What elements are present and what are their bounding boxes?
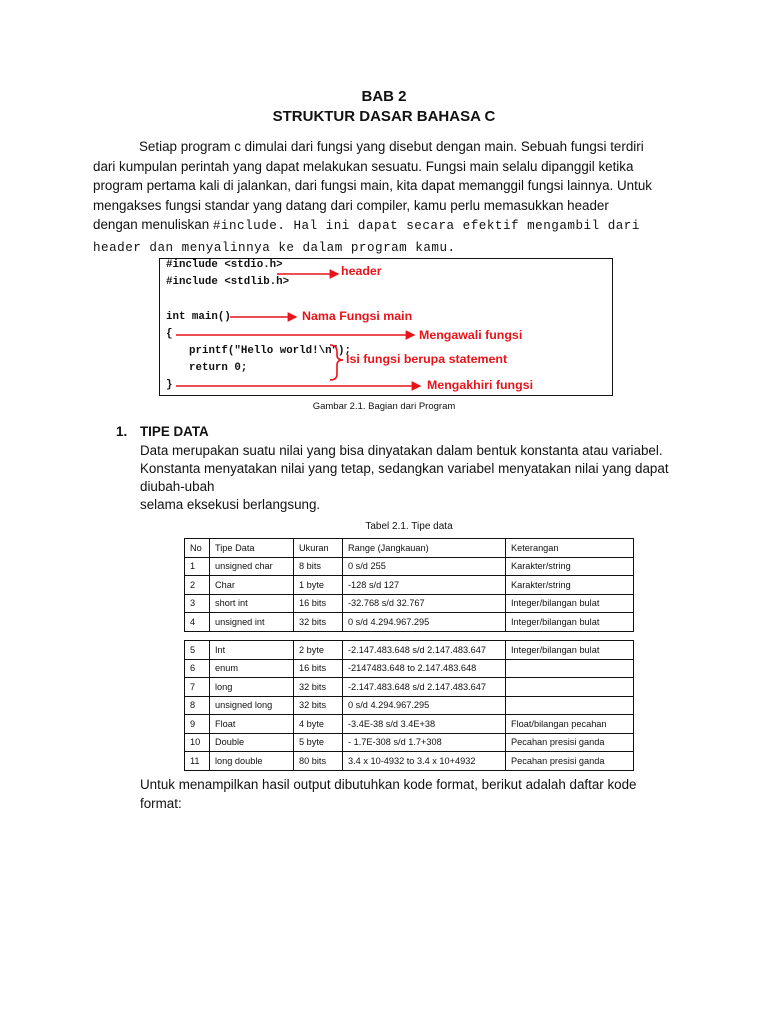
chapter-title: STRUKTUR DASAR BAHASA C: [272, 108, 496, 125]
table-cell: 3: [185, 594, 210, 613]
table-cell: 1 byte: [294, 576, 343, 595]
code-line: {: [166, 328, 173, 340]
annotation-close-func: Mengakhiri fungsi: [427, 378, 534, 392]
table-cell: 32 bits: [294, 678, 343, 697]
table-cell: 2 byte: [294, 641, 343, 660]
table-row: [185, 696, 634, 715]
table-cell: 0 s/d 255: [343, 557, 506, 576]
table-cell: 16 bits: [294, 659, 343, 678]
intro-mono-text: #include. Hal ini dapat secara efektif mengambil dari header dan menyalinnya ke dalam program kamu.: [93, 219, 640, 255]
table-row: [185, 557, 634, 576]
table-cell: unsigned int: [210, 613, 294, 632]
table-cell: long double: [210, 752, 294, 771]
table-cell: long: [210, 678, 294, 697]
table-row: [185, 678, 634, 697]
annotation-body: Isi fungsi berupa statement: [346, 352, 508, 366]
data-type-table-part-2: [184, 640, 634, 771]
table-cell: Karakter/string: [506, 557, 634, 576]
table-cell: 2: [185, 576, 210, 595]
table-row: [185, 641, 634, 660]
table-cell: Float/bilangan pecahan: [506, 715, 634, 734]
table-header-cell: Range (Jangkauan): [343, 539, 506, 558]
code-line: }: [166, 379, 173, 391]
table-cell: Char: [210, 576, 294, 595]
table-cell: 8: [185, 696, 210, 715]
table-cell: unsigned long: [210, 696, 294, 715]
table-cell: 80 bits: [294, 752, 343, 771]
annotation-open-func: Mengawali fungsi: [419, 328, 523, 342]
code-line: #include <stdlib.h>: [166, 276, 290, 288]
intro-text: Setiap program c dimulai dari fungsi yang disebut dengan main. Sebuah fungsi terdiri dari kumpulan perintah yang dapat melakukan sesuatu. Fungsi main selalu dipanggil ketika program pertama kali di jalankan, dari fungsi main, kita dapat memanggil fungsi lainnya. Untuk mengakses fungsi standar yang datang dari compiler, kamu perlu memasukkan header dengan menuliskan: [93, 139, 652, 232]
table-cell: Float: [210, 715, 294, 734]
table-cell: - 1.7E-308 s/d 1.7+308: [343, 733, 506, 752]
table-cell: -2.147.483.648 s/d 2.147.483.647: [343, 678, 506, 697]
figure-caption: Gambar 2.1. Bagian dari Program: [312, 401, 456, 412]
table-cell: Integer/bilangan bulat: [506, 641, 634, 660]
annotation-header: header: [341, 264, 382, 278]
intro-paragraph: [93, 137, 653, 258]
table-header-cell: Ukuran: [294, 539, 343, 558]
table-header-row: [185, 539, 634, 558]
table-cell: 4: [185, 613, 210, 632]
section-line: Konstanta menyatakan nilai yang tetap, sedangkan variabel menyatakan nilai yang dapat: [140, 461, 669, 476]
code-line: #include <stdio.h>: [166, 259, 283, 271]
table-cell: 32 bits: [294, 613, 343, 632]
table-cell: 3.4 x 10-4932 to 3.4 x 10+4932: [343, 752, 506, 771]
code-line: return 0;: [189, 362, 248, 374]
code-line: int main(): [166, 311, 231, 323]
table-cell: 1: [185, 557, 210, 576]
table-cell: 6: [185, 659, 210, 678]
table-cell: 11: [185, 752, 210, 771]
section-body: [140, 442, 669, 514]
table-row: [185, 594, 634, 613]
table-cell: enum: [210, 659, 294, 678]
table-row: [185, 752, 634, 771]
table-cell: Pecahan presisi ganda: [506, 752, 634, 771]
table-cell: [506, 696, 634, 715]
table-cell: 0 s/d 4.294.967.295: [343, 696, 506, 715]
table-cell: Integer/bilangan bulat: [506, 594, 634, 613]
table-cell: Pecahan presisi ganda: [506, 733, 634, 752]
section-line: selama eksekusi berlangsung.: [140, 497, 321, 512]
table-cell: 10: [185, 733, 210, 752]
table-cell: 4 byte: [294, 715, 343, 734]
table-cell: 5: [185, 641, 210, 660]
table-cell: -3.4E-38 s/d 3.4E+38: [343, 715, 506, 734]
table-row: [185, 659, 634, 678]
table-cell: [506, 678, 634, 697]
section-number: 1.: [116, 424, 128, 439]
table-row: [185, 576, 634, 595]
data-type-table-part-1: [184, 538, 634, 632]
table-header-cell: Tipe Data: [210, 539, 294, 558]
table-cell: Integer/bilangan bulat: [506, 613, 634, 632]
table-cell: short int: [210, 594, 294, 613]
annotation-main-name: Nama Fungsi main: [302, 309, 413, 323]
table-row: [185, 613, 634, 632]
table-cell: -32.768 s/d 32.767: [343, 594, 506, 613]
section-line: Data merupakan suatu nilai yang bisa dinyatakan dalam bentuk konstanta atau variabel.: [140, 443, 663, 458]
outro-paragraph: Untuk menampilkan hasil output dibutuhkan kode format, berikut adalah daftar kode format:: [140, 777, 637, 811]
table-caption: Tabel 2.1. Tipe data: [365, 521, 453, 532]
section-title: TIPE DATA: [140, 424, 209, 439]
table-cell: 0 s/d 4.294.967.295: [343, 613, 506, 632]
table-cell: 5 byte: [294, 733, 343, 752]
table-header-cell: Keterangan: [506, 539, 634, 558]
table-cell: [506, 659, 634, 678]
table-header-cell: No: [185, 539, 210, 558]
table-cell: Int: [210, 641, 294, 660]
table-cell: 32 bits: [294, 696, 343, 715]
table-cell: -2147483.648 to 2.147.483.648: [343, 659, 506, 678]
code-line: printf("Hello world!\n");: [189, 345, 351, 357]
table-cell: Karakter/string: [506, 576, 634, 595]
section-line: diubah-ubah: [140, 479, 215, 494]
chapter-number: BAB 2: [361, 88, 407, 105]
table-cell: unsigned char: [210, 557, 294, 576]
table-cell: 7: [185, 678, 210, 697]
table-cell: -2.147.483.648 s/d 2.147.483.647: [343, 641, 506, 660]
table-cell: Double: [210, 733, 294, 752]
table-cell: 8 bits: [294, 557, 343, 576]
table-cell: -128 s/d 127: [343, 576, 506, 595]
table-row: [185, 733, 634, 752]
table-row: [185, 715, 634, 734]
table-cell: 9: [185, 715, 210, 734]
table-cell: 16 bits: [294, 594, 343, 613]
